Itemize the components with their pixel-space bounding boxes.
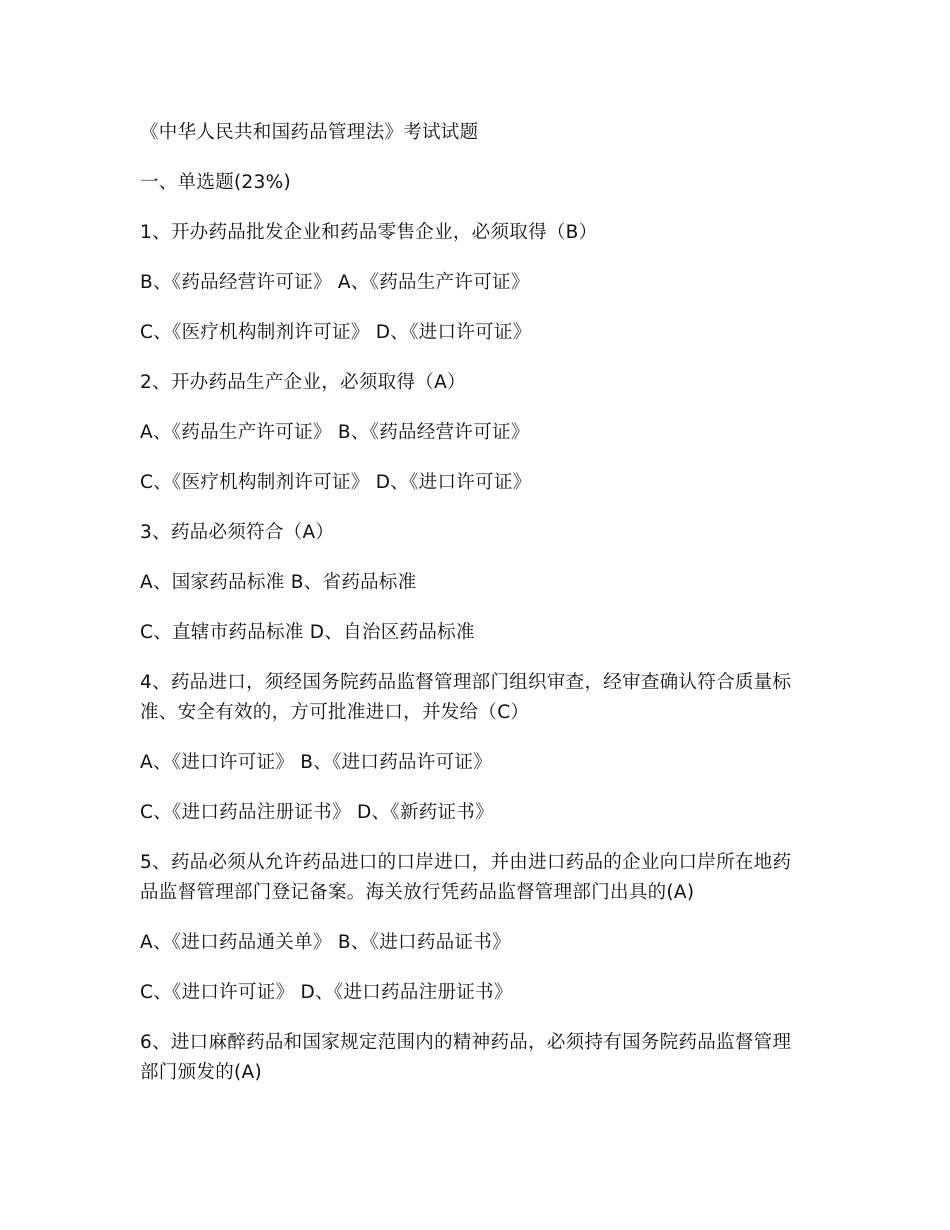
document-title: 《中华人民共和国药品管理法》考试试题: [140, 122, 479, 143]
question-4-stem: 4、药品进口，须经国务院药品监督管理部门组织审查，经审查确认符合质量标准、安全有效的，方可批准进口，并发给（C）: [140, 672, 792, 723]
question-3-options-row-2: C、直辖市药品标准 D、自治区药品标准: [140, 622, 475, 643]
question-5-options-row-1: A、《进口药品通关单》 B、《进口药品证书》: [140, 932, 511, 953]
question-5-options-row-2: C、《进口许可证》 D、《进口药品注册证书》: [140, 982, 513, 1003]
section-heading: 一、单选题(23%): [140, 172, 292, 193]
question-4-options-row-1: A、《进口许可证》 B、《进口药品许可证》: [140, 752, 493, 773]
question-3-options-row-1: A、国家药品标准 B、省药品标准: [140, 572, 417, 593]
question-1-stem: 1、开办药品批发企业和药品零售企业，必须取得（B）: [140, 222, 598, 243]
question-2-options-row-1: A、《药品生产许可证》 B、《药品经营许可证》: [140, 422, 530, 443]
question-2-options-row-2: C、《医疗机构制剂许可证》 D、《进口许可证》: [140, 472, 532, 493]
question-1-options-row-2: C、《医疗机构制剂许可证》 D、《进口许可证》: [140, 322, 532, 343]
question-1-options-row-1: B、《药品经营许可证》 A、《药品生产许可证》: [140, 272, 530, 293]
question-6-stem: 6、进口麻醉药品和国家规定范围内的精神药品，必须持有国务院药品监督管理部门颁发的(A): [140, 1032, 792, 1083]
question-3-stem: 3、药品必须符合（A）: [140, 522, 335, 543]
question-4-options-row-2: C、《进口药品注册证书》 D、《新药证书》: [140, 802, 494, 823]
document-body: [140, 118, 810, 1108]
question-5-stem: 5、药品必须从允许药品进口的口岸进口，并由进口药品的企业向口岸所在地药品监督管理部门登记备案。海关放行凭药品监督管理部门出具的(A): [140, 852, 792, 903]
question-2-stem: 2、开办药品生产企业，必须取得（A）: [140, 372, 466, 393]
